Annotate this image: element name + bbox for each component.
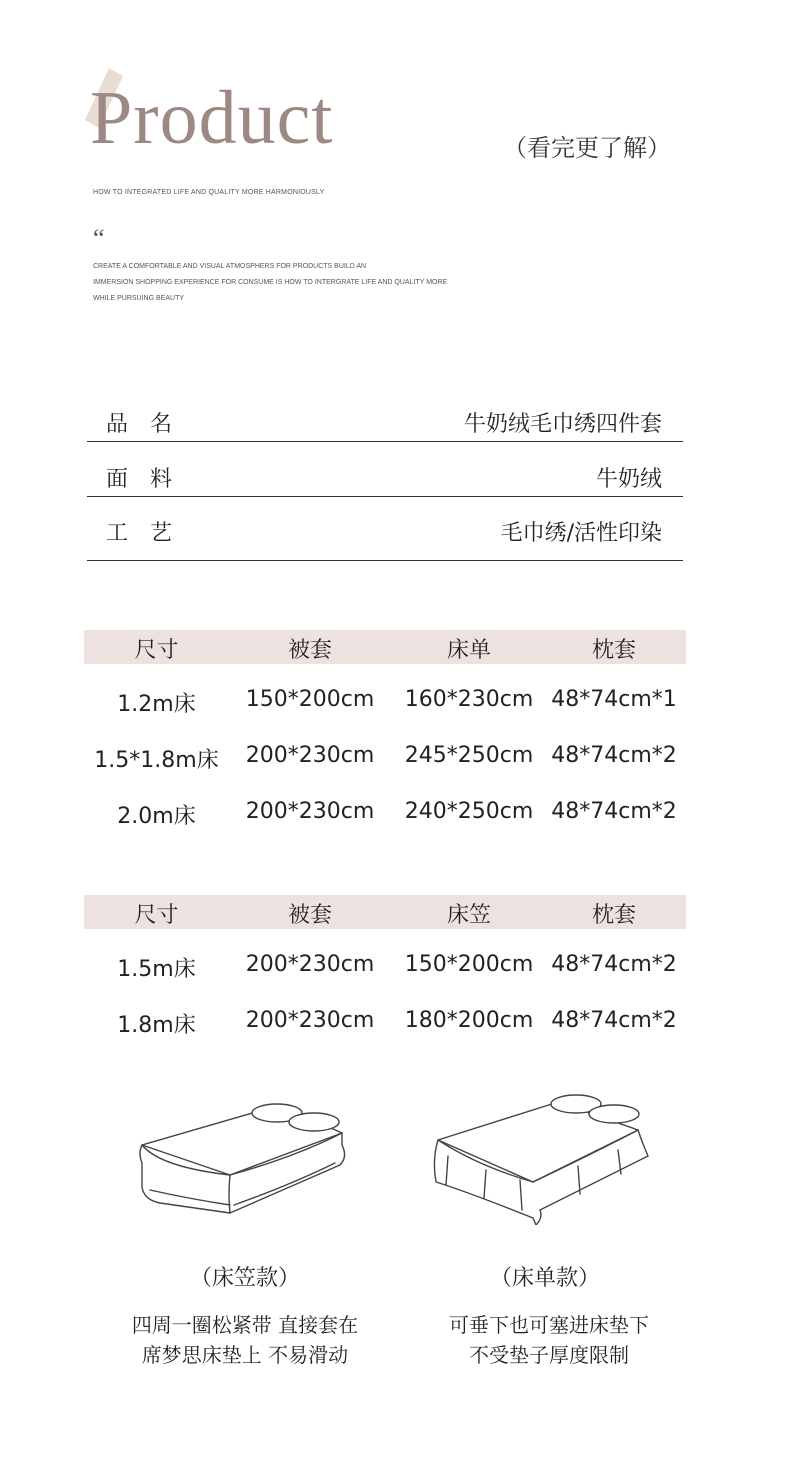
product-logo-text: Product — [90, 76, 334, 160]
table-header-cell: 床单 — [446, 638, 491, 663]
table-cell: 200*230cm — [245, 743, 375, 768]
info-value: 牛奶绒毛巾绣四件套 — [463, 412, 662, 437]
table-cell: 1.8m床 — [117, 1013, 196, 1038]
table-cell: 180*200cm — [404, 1008, 534, 1033]
note-line: 不受垫子厚度限制 — [469, 1343, 629, 1367]
table-header-cell: 尺寸 — [134, 638, 179, 663]
table-cell: 200*230cm — [245, 952, 375, 977]
description-line: CREATE A COMFORTABLE AND VISUAL ATMOSPHERS FOR PRODUCTS BUILD AN — [93, 263, 367, 270]
fitted-sheet-bed-icon — [130, 1095, 360, 1220]
note-line: 席梦思床垫上 不易滑动 — [141, 1343, 349, 1367]
info-row-fabric — [87, 441, 683, 497]
table-header-cell: 枕套 — [591, 638, 636, 663]
info-row-name — [87, 401, 683, 442]
note-line: 可垂下也可塞进床垫下 — [449, 1313, 649, 1337]
table-cell: 48*74cm*1 — [551, 687, 677, 712]
tagline: HOW TO INTEGRATED LIFE AND QUALITY MORE HARMONIOUSLY — [93, 189, 325, 196]
table-cell: 160*230cm — [404, 687, 534, 712]
table-header-row — [84, 895, 686, 929]
table-cell: 245*250cm — [404, 743, 534, 768]
info-value: 牛奶绒 — [595, 467, 662, 492]
table-cell: 240*250cm — [404, 799, 534, 824]
table-cell: 200*230cm — [245, 1008, 375, 1033]
table-cell: 48*74cm*2 — [551, 743, 677, 768]
info-label: 工艺 — [106, 521, 195, 546]
flat-sheet-bed-icon — [428, 1090, 658, 1225]
table-header-cell: 尺寸 — [134, 903, 179, 928]
table-cell: 150*200cm — [404, 952, 534, 977]
table-header-cell: 床笠 — [446, 903, 491, 928]
fitted-sheet-note — [80, 1310, 410, 1370]
table-cell: 1.5m床 — [117, 957, 196, 982]
size-table-flat-sheet — [84, 630, 686, 830]
description-line: IMMERSION SHOPPING EXPERIENCE FOR CONSUME IS HOW TO INTERGRATE LIFE AND QUALITY MORE — [93, 279, 448, 286]
table-cell: 1.2m床 — [117, 692, 196, 717]
subtitle: （看完更了解） — [503, 134, 671, 162]
flat-sheet-note — [384, 1310, 714, 1370]
table-cell: 200*230cm — [245, 799, 375, 824]
table-header-cell: 被套 — [287, 638, 332, 663]
table-cell: 48*74cm*2 — [551, 952, 677, 977]
table-cell: 1.5*1.8m床 — [94, 748, 219, 773]
description — [93, 259, 493, 307]
table-header-cell: 枕套 — [591, 903, 636, 928]
flat-sheet-caption: （床单款） — [489, 1266, 600, 1291]
info-value: 毛巾绣/活性印染 — [500, 521, 662, 546]
info-row-craft — [87, 496, 683, 561]
table-cell: 48*74cm*2 — [551, 799, 677, 824]
info-label: 面料 — [106, 467, 195, 492]
table-header-row — [84, 630, 686, 664]
quote-icon: “ — [93, 224, 105, 253]
fitted-sheet-caption: （床笠款） — [189, 1266, 300, 1291]
table-cell: 150*200cm — [245, 687, 375, 712]
note-line: 四周一圈松紧带 直接套在 — [131, 1313, 359, 1337]
table-cell: 2.0m床 — [117, 804, 196, 829]
table-cell: 48*74cm*2 — [551, 1008, 677, 1033]
table-header-cell: 被套 — [287, 903, 332, 928]
description-line: WHILE PURSUING BEAUTY — [93, 295, 185, 302]
info-label: 品名 — [106, 412, 195, 437]
size-table-fitted-sheet — [84, 895, 686, 1045]
